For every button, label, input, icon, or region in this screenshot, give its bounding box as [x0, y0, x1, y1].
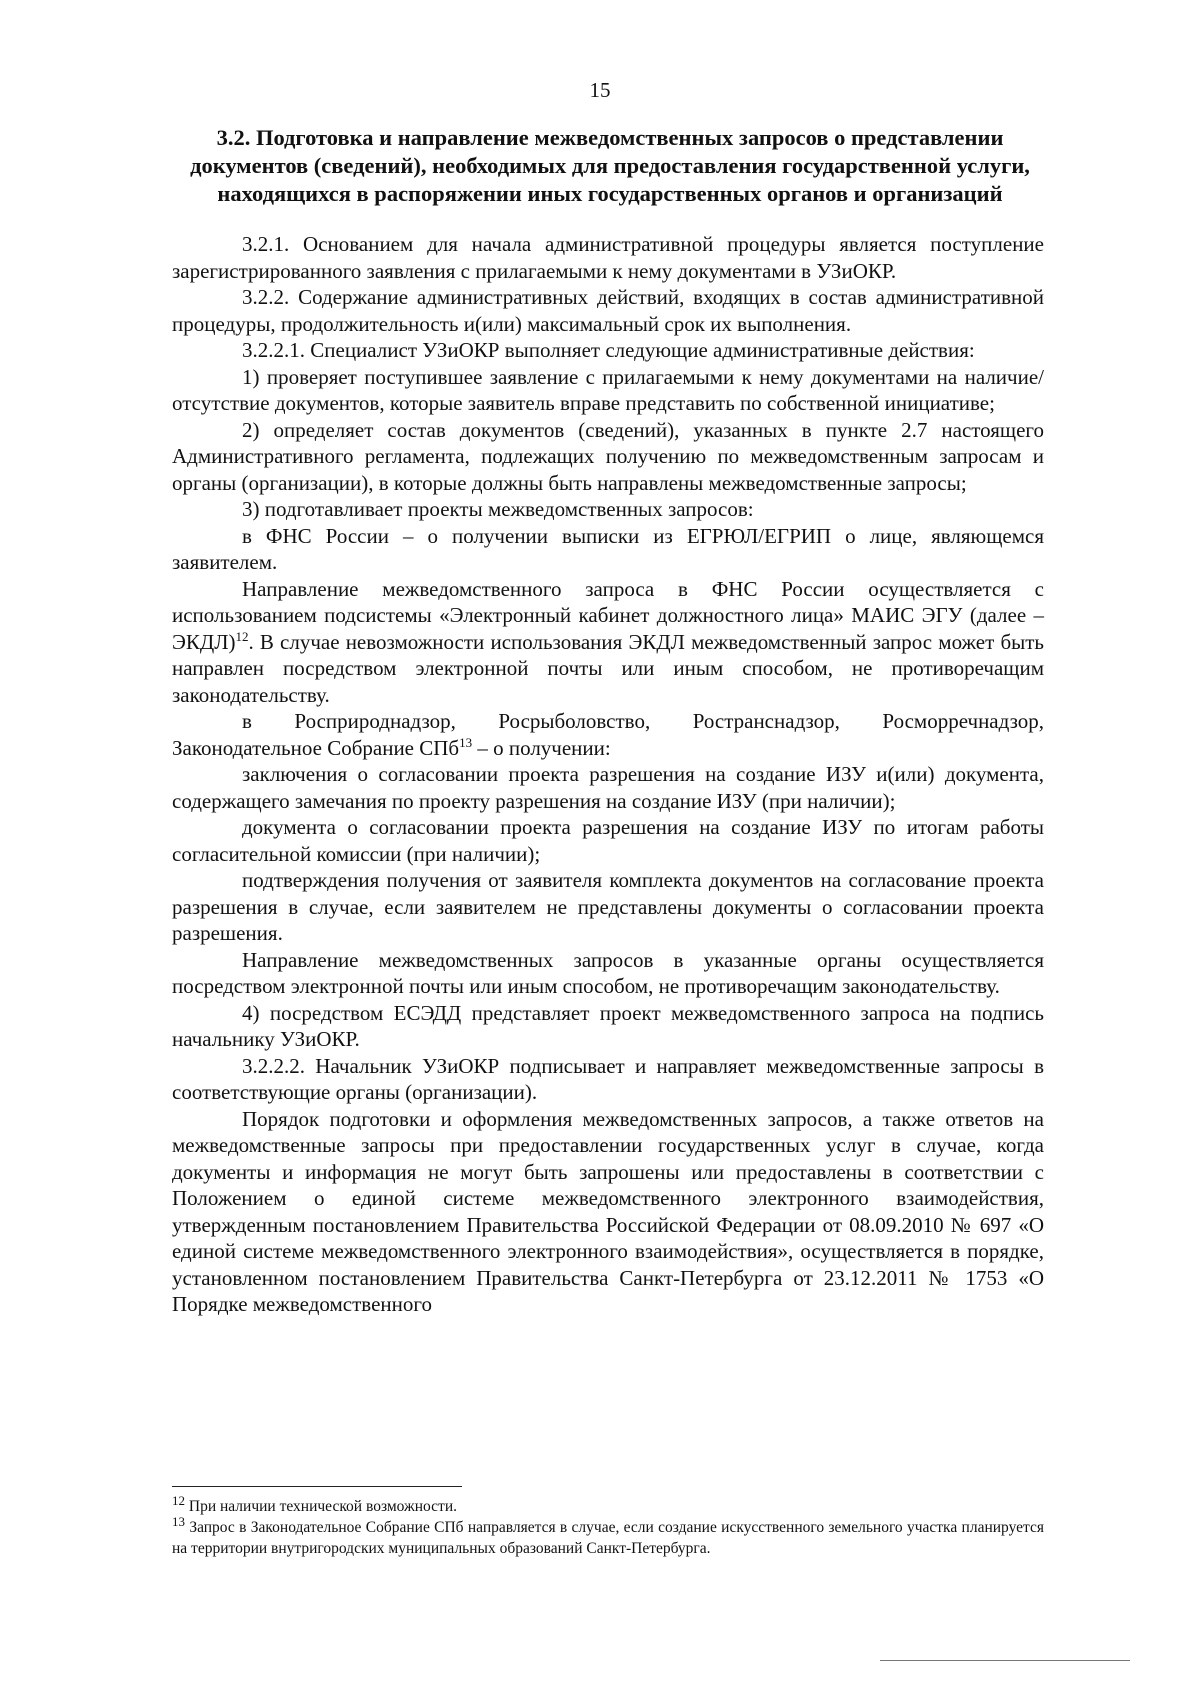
footnote-13: [172, 1513, 1044, 1559]
paragraph: 3) подготавливает проекты межведомственных запросов:: [242, 497, 754, 521]
section-heading: 3.2. Подготовка и направление межведомственных запросов о представлении документов (сведений), необходимых для предоставления государственной услуги, находящихся в распоряжении иных государственных органов и организаций: [190, 125, 1030, 206]
footnote-ref-12: 12: [235, 628, 249, 644]
paragraph: 4) посредством ЕСЭДД представляет проект межведомственного запроса на подпись начальнику УЗиОКР.: [172, 1000, 1044, 1051]
page-number: 15: [589, 78, 611, 102]
paragraph: 2) определяет состав документов (сведений), указанных в пункте 2.7 настоящего Административного регламента, подлежащих получению по межведомственным запросам и органы (организации), в которые должны быть направлены межведомственные запросы;: [172, 417, 1044, 495]
paragraph: 3.2.2.2. Начальник УЗиОКР подписывает и направляет межведомственные запросы в соответствующие органы (организации).: [172, 1053, 1044, 1104]
footnote-text: Запрос в Законодательное Собрание СПб направляется в случае, если создание искусственного земельного участка планируется на территории внутригородских муниципальных образований Санкт-Петербурга.: [172, 1519, 1044, 1557]
paragraph: заключения о согласовании проекта разрешения на создание ИЗУ и(или) документа, содержащего замечания по проекту разрешения на создание ИЗУ (при наличии);: [172, 762, 1044, 813]
footnote-divider: [172, 1486, 462, 1487]
paragraph: [172, 708, 1044, 761]
footnotes: [172, 1492, 1044, 1559]
paragraph: 3.2.2.1. Специалист УЗиОКР выполняет следующие административные действия:: [242, 338, 975, 362]
paragraph: 1) проверяет поступившее заявление с прилагаемыми к нему документами на наличие/отсутствие документов, которые заявитель вправе представить по собственной инициативе;: [172, 364, 1044, 415]
footnote-mark: 13: [172, 1513, 185, 1529]
paragraph: 3.2.1. Основанием для начала административной процедуры является поступление зарегистрированного заявления с прилагаемыми к нему документами в УЗиОКР.: [172, 232, 1044, 283]
footnote-ref-13: 13: [459, 734, 473, 750]
paragraph: документа о согласовании проекта разрешения на создание ИЗУ по итогам работы согласительной комиссии (при наличии);: [172, 815, 1044, 866]
footnote-text: При наличии технической возможности.: [185, 1498, 457, 1515]
body-text: [172, 231, 1044, 1318]
paragraph-text: . В случае невозможности использования ЭКДЛ межведомственный запрос может быть направлен посредством электронной почты или иным способом, не противоречащим законодательству.: [172, 629, 1044, 707]
paragraph-text: Направление межведомственного запроса в ФНС России осуществляется с использованием подсистемы «Электронный кабинет должностного лица» МАИС ЭГУ (далее – ЭКДЛ): [172, 576, 1044, 654]
paragraph-text: в Росприроднадзор, Росрыболовство, Ространснадзор, Росморречнадзор, Законодательное Собрание СПб: [172, 709, 1044, 760]
paragraph: [172, 576, 1044, 709]
footnote-12: [172, 1492, 1044, 1517]
paragraph: подтверждения получения от заявителя комплекта документов на согласование проекта разрешения в случае, если заявителем не представлены документы о согласовании проекта разрешения.: [172, 868, 1044, 945]
scan-edge-line: [880, 1660, 1130, 1661]
paragraph-text: – о получении:: [472, 735, 611, 760]
paragraph: Порядок подготовки и оформления межведомственных запросов, а также ответов на межведомственные запросы при предоставлении государственных услуг в случае, когда документы и информация не могут быть запрошены или предоставлены в соответствии с Положением о единой системе межведомственного электронного взаимодействия, утвержденным постановлением Правительства Российской Федерации от 08.09.2010 № 697 «О единой системе межведомственного электронного взаимодействия», осуществляется в порядке, установленном постановлением Правительства Санкт-Петербурга от 23.12.2011 № 1753 «О Порядке межведомственного: [172, 1106, 1044, 1316]
paragraph: Направление межведомственных запросов в указанные органы осуществляется посредством электронной почты или иным способом, не противоречащим законодательству.: [172, 947, 1044, 998]
paragraph: 3.2.2. Содержание административных действий, входящих в состав административной процедуры, продолжительность и(или) максимальный срок их выполнения.: [172, 285, 1044, 336]
paragraph: в ФНС России – о получении выписки из ЕГРЮЛ/ЕГРИП о лице, являющемся заявителем.: [172, 523, 1044, 574]
footnote-mark: 12: [172, 1492, 185, 1508]
